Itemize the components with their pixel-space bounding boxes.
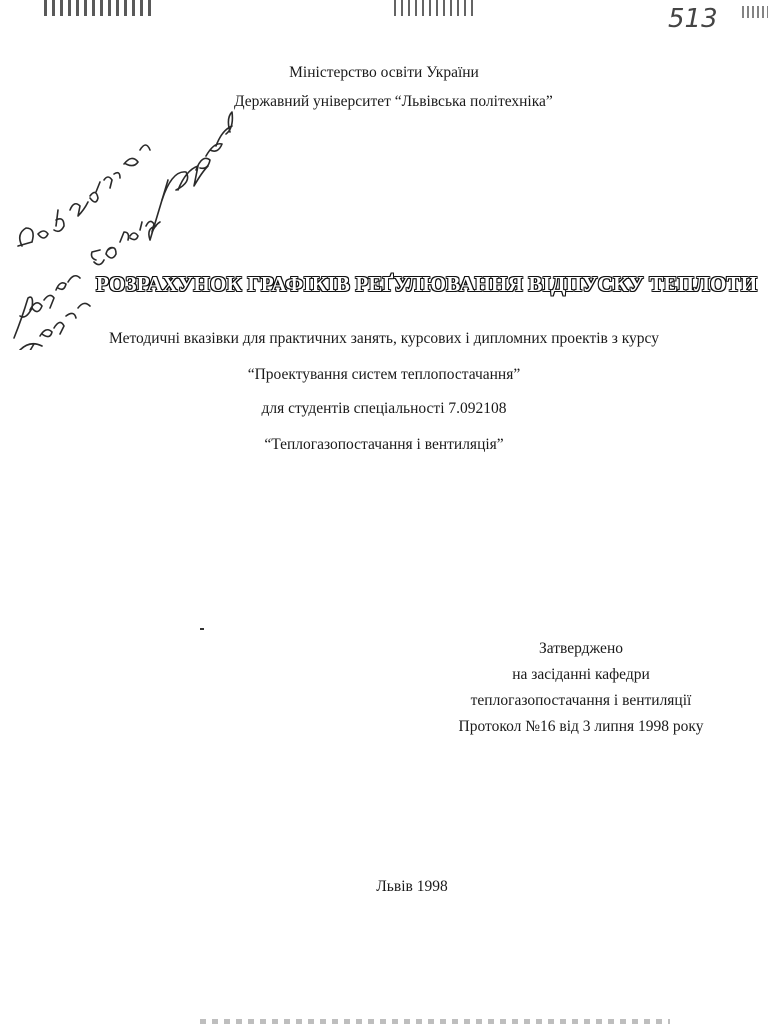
subtitle-line-3: для студентів спеціальності 7.092108 (261, 400, 507, 417)
approval-line-3: теплогазопостачання і вентиляції (470, 692, 692, 709)
subtitle-line-1: Методичні вказівки для практичних занять, курсових і дипломних проектів з курсу (109, 330, 659, 347)
scan-artifact-top-middle (394, 0, 474, 16)
document-title: РОЗРАХУНОК ГРАФІКІВ РЕҐУЛЮВАННЯ ВІДПУСКУ ТЕПЛОТИ (96, 272, 758, 296)
university-line: Державний університет “Львівська політехніка” (234, 93, 553, 110)
subtitle-line-4: “Теплогазопостачання і вентиляція” (264, 436, 504, 453)
handwritten-signature (0, 50, 260, 350)
scan-artifact-top-right (742, 6, 768, 18)
subtitle-line-2: “Проектування систем теплопостачання” (247, 366, 521, 383)
handwritten-page-number: 513 (668, 4, 718, 34)
scan-artifact-bottom (200, 1019, 670, 1024)
scan-speck (200, 628, 204, 630)
city-year: Львів 1998 (376, 878, 448, 895)
approval-line-2: на засіданні кафедри (512, 666, 650, 683)
scan-artifact-top-left (44, 0, 156, 16)
approval-line-4: Протокол №16 від 3 липня 1998 року (458, 718, 704, 735)
approval-line-1: Затверджено (539, 640, 623, 657)
ministry-line: Міністерство освіти України (289, 64, 479, 81)
